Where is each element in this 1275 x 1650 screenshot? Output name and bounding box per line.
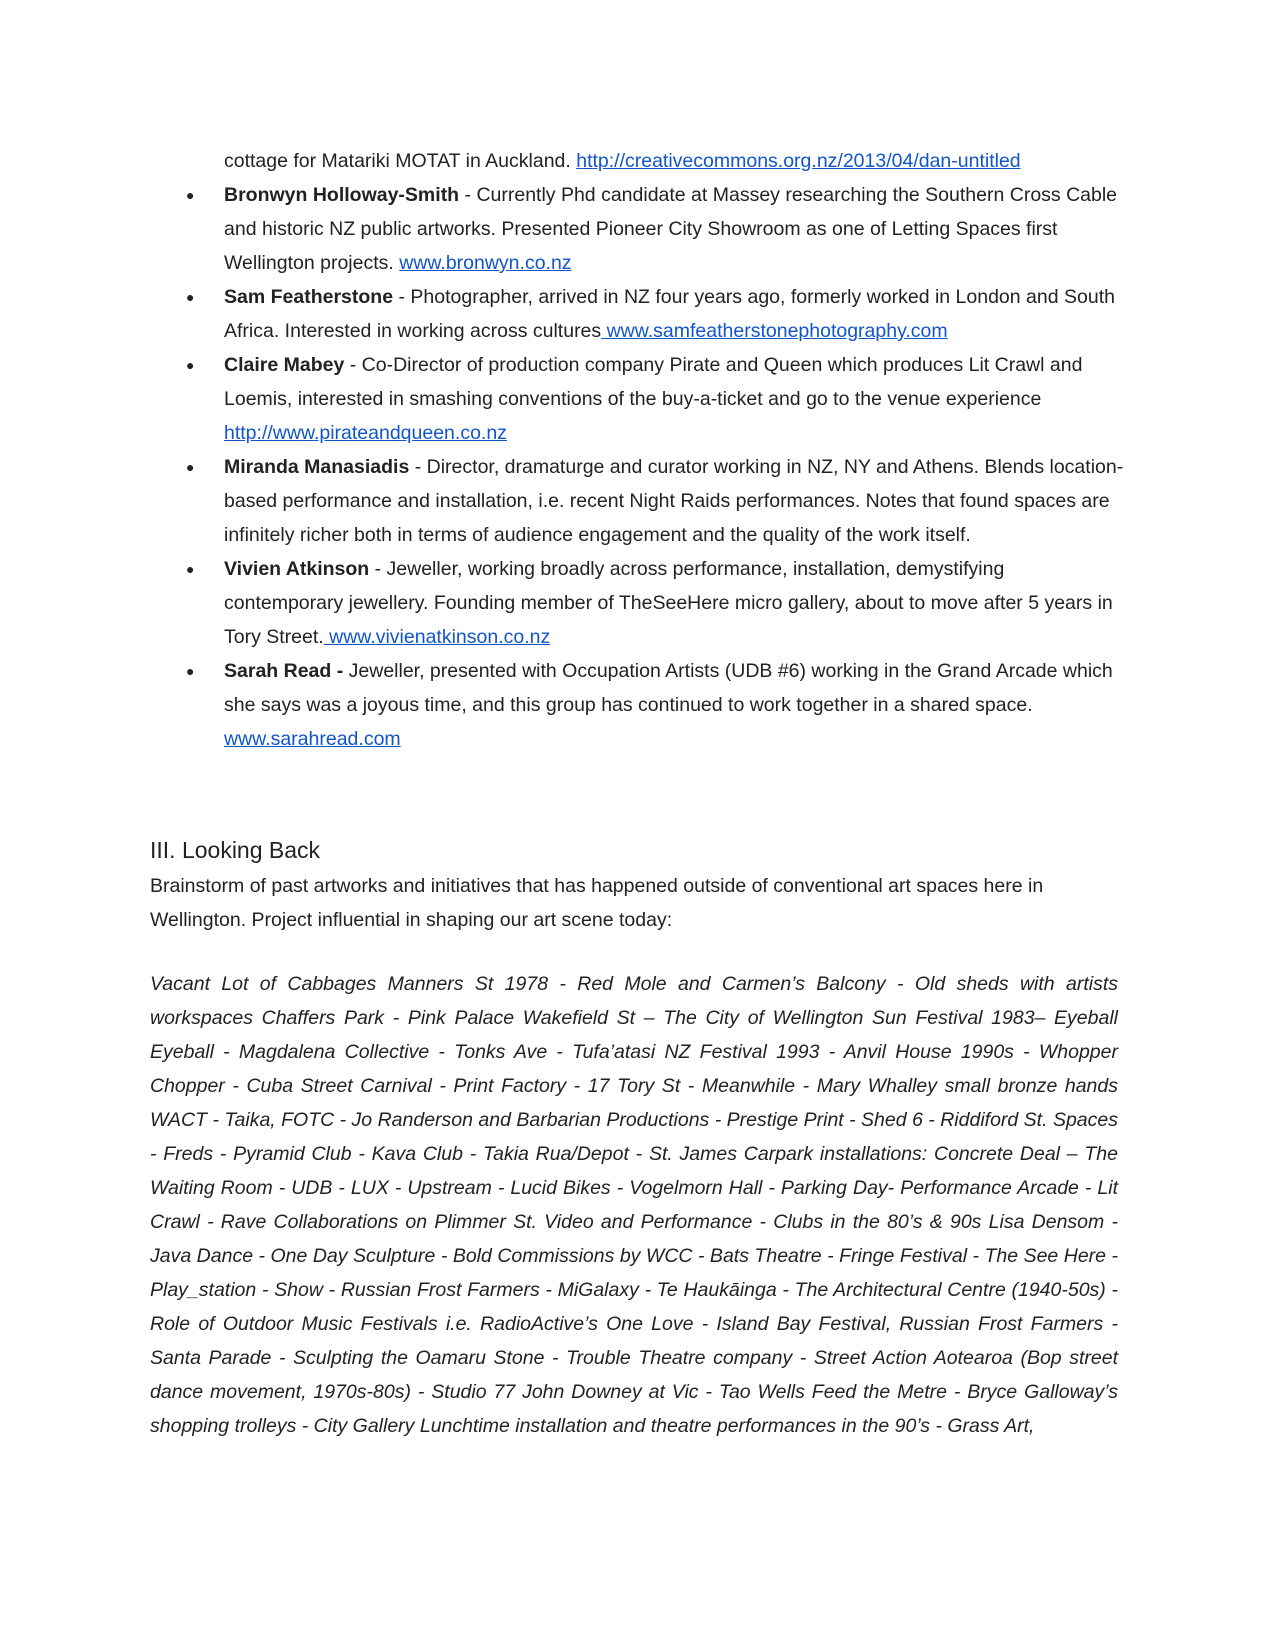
participant-description: - Currently Phd candidate at Massey researching the Southern Cross Cable and historic NZ public artworks. Presented Pioneer City Showroom as one of Letting Spaces first Wellington projects.: [224, 184, 1118, 274]
participant-description: - Jeweller, working broadly across performance, installation, demystifying contemporary jewellery. Founding member of TheSeeHere micro gallery, about to move after 5 years in Tory Street.: [224, 558, 1113, 648]
participant-name: Miranda Manasiadis: [224, 456, 410, 478]
participant-description: - Photographer, arrived in NZ four years ago, formerly worked in London and South Africa. Interested in working across cultures: [224, 286, 1115, 342]
list-item-bronwyn: [186, 178, 1126, 280]
participant-link[interactable]: www.vivienatkinson.co.nz: [323, 626, 551, 648]
participant-link[interactable]: www.sarahread.com: [224, 728, 401, 750]
participant-link[interactable]: www.bronwyn.co.nz: [399, 252, 572, 274]
bullet-dot: ●: [186, 561, 195, 577]
list-item-vivien: [186, 552, 1126, 654]
participant-name: Claire Mabey: [224, 354, 345, 376]
bullet-dot: ●: [186, 187, 195, 203]
section-intro: Brainstorm of past artworks and initiatives that has happened outside of conventional art spaces here in Wellington. Project influential in shaping our art scene today:: [150, 875, 1044, 931]
participant-link[interactable]: http://www.pirateandqueen.co.nz: [224, 422, 507, 444]
participant-name: Sarah Read -: [224, 660, 349, 682]
list-item-sarah: [186, 654, 1126, 756]
participant-name: Sam Featherstone: [224, 286, 394, 308]
participant-description: - Co-Director of production company Pirate and Queen which produces Lit Crawl and Loemis, interested in smashing conventions of the buy-a-ticket and go to the venue experience: [224, 354, 1083, 410]
participant-name: Bronwyn Holloway-Smith: [224, 184, 460, 206]
bullet-dot: ●: [186, 289, 195, 305]
participant-link[interactable]: www.samfeatherstonephotography.com: [601, 320, 948, 342]
bullet-dot: ●: [186, 357, 195, 373]
participant-list: [186, 178, 1126, 756]
continuation-paragraph: [224, 144, 1124, 178]
list-item-sam: [186, 280, 1126, 348]
continuation-text: cottage for Matariki MOTAT in Auckland.: [224, 150, 577, 172]
list-item-claire: [186, 348, 1126, 450]
list-item-miranda: [186, 450, 1126, 552]
section-heading: III. Looking Back: [150, 837, 321, 863]
participant-name: Vivien Atkinson: [224, 558, 370, 580]
brainstorm-paragraph: Vacant Lot of Cabbages Manners St 1978 - Red Mole and Carmen’s Balcony - Old sheds with artists workspaces Chaffers Park - Pink Palace Wakefield St – The City of Wellington Sun Festival 1983– Eyeball Eyeball - Magdalena Collective - Tonks Ave - Tufa’atasi NZ Festival 1993 - Anvil House 1990s - Whopper Chopper - Cuba Street Carnival - Print Factory - 17 Tory St - Meanwhile - Mary Whalley small bronze hands WACT - Taika, FOTC - Jo Randerson and Barbarian Productions - Prestige Print - Shed 6 - Riddiford St. Spaces - Freds - Pyramid Club - Kava Club - Takia Rua/Depot - St. James Carpark installations: Concrete Deal – The Waiting Room - UDB - LUX - Upstream - Lucid Bikes - Vogelmorn Hall - Parking Day- Performance Arcade - Lit Crawl - Rave Collaborations on Plimmer St. Video and Performance - Clubs in the 80’s & 90s Lisa Densom - Java Dance - One Day Sculpture - Bold Commissions by WCC - Bats Theatre - Fringe Festival - The See Here - Play_station - Show - Russian Frost Farmers - MiGalaxy - Te Haukāinga - The Architectural Centre (1940-50s) - Role of Outdoor Music Festivals i.e. RadioActive’s One Love - Island Bay Festival, Russian Frost Farmers - Santa Parade - Sculpting the Oamaru Stone - Trouble Theatre company - Street Action Aotearoa (Bop street dance movement, 1970s-80s) - Studio 77 John Downey at Vic - Tao Wells Feed the Metre - Bryce Galloway’s shopping trolleys - City Gallery Lunchtime installation and theatre performances in the 90’s - Grass Art,: [150, 973, 1118, 1437]
bullet-dot: ●: [186, 459, 195, 475]
bullet-dot: ●: [186, 663, 195, 679]
participant-description: Jeweller, presented with Occupation Artists (UDB #6) working in the Grand Arcade which she says was a joyous time, and this group has continued to work together in a shared space.: [224, 660, 1113, 716]
participant-description: - Director, dramaturge and curator working in NZ, NY and Athens. Blends location-based performance and installation, i.e. recent Night Raids performances. Notes that found spaces are infinitely richer both in terms of audience engagement and the quality of the work itself.: [224, 456, 1124, 546]
creativecommons-link[interactable]: http://creativecommons.org.nz/2013/04/dan-untitled: [576, 150, 1021, 172]
